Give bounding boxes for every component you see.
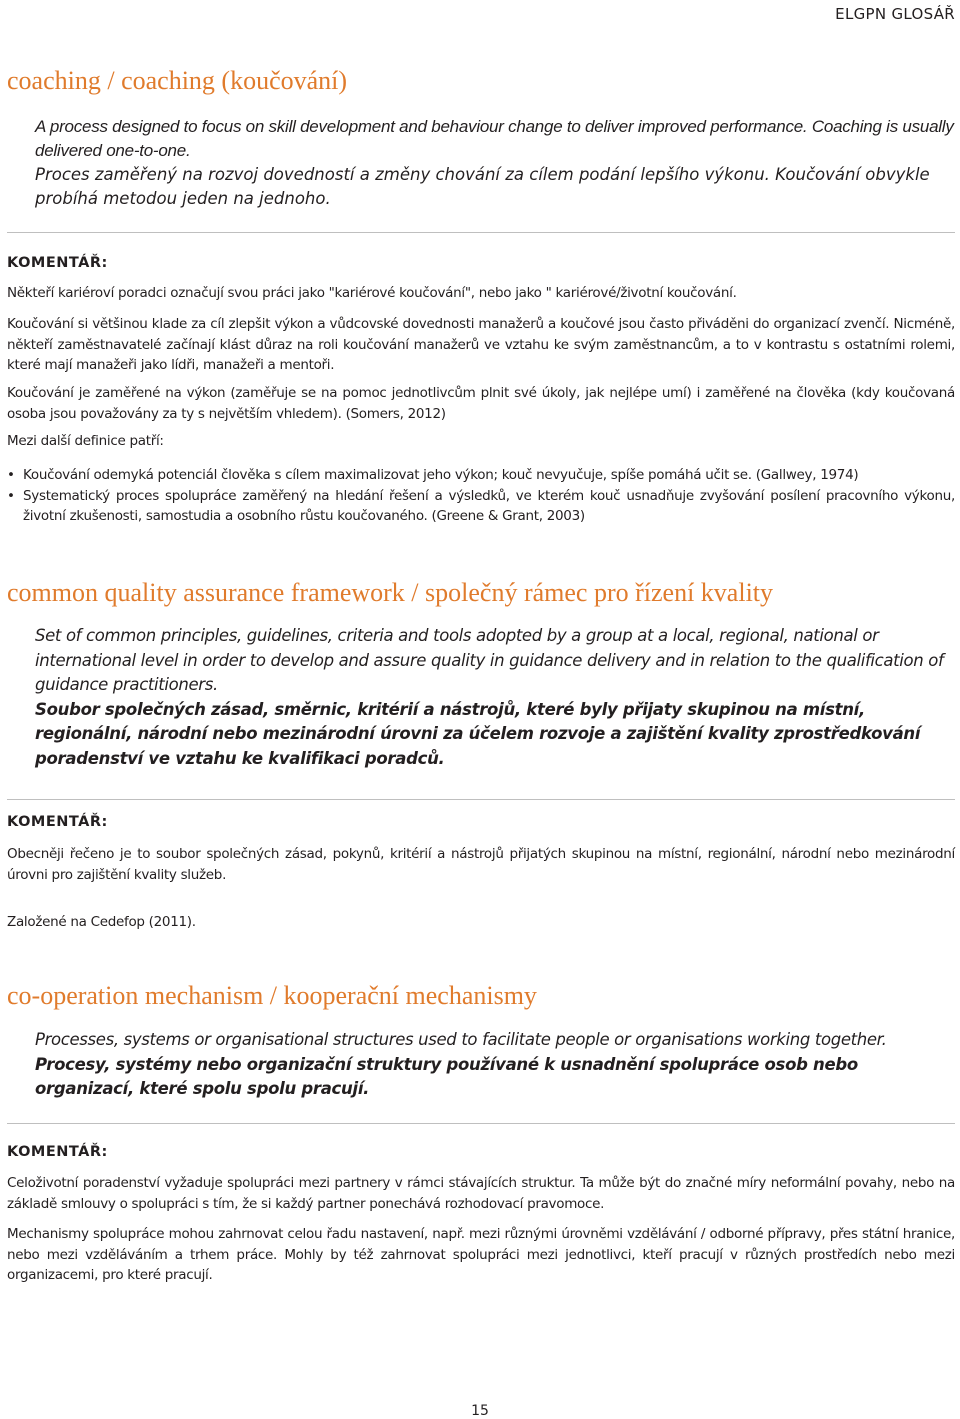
comment-paragraph: Koučování je zaměřené na výkon (zaměřuje se na pomoc jednotlivcům plnit své úkoly, jak nejlépe umí) i zaměřené na člověka (kdy koučovaná osoba jsou považovány za ty s největším vhledem). (Somers, 2012) — [7, 385, 955, 422]
comment-paragraph: Obecněji řečeno je to soubor společných zásad, pokynů, kritérií a nástrojů přijatých skupinou na místní, regionální, národní nebo mezinárodní úrovni pro zajištění kvality služeb. — [7, 846, 955, 883]
definition-en: Set of common principles, guidelines, criteria and tools adopted by a group at a local, regional, national or international level in order to develop and assure quality in guidance delivery and in relation to the qualification of guidance practitioners. — [35, 626, 944, 694]
definition-cooperation — [35, 1028, 954, 1102]
comment-paragraph: Mechanismy spolupráce mohou zahrnovat celou řadu nastavení, např. mezi různými úrovněmi vzdělávání / odborné přípravy, přes státní hranice, nebo mezi vzděláváním a trhem práce. Mohly by též zahrnovat spolupráci mezi jednotlivci, kteří pracují v různých prostředích nebo mezi organizacemi, pro které pracují. — [7, 1226, 955, 1283]
comment-paragraph: Mezi další definice patří: — [7, 433, 164, 449]
term-title-cooperation: co-operation mechanism / kooperační mechanismy — [7, 981, 537, 1010]
list-item-text: Koučování odemyká potenciál člověka s cílem maximalizovat jeho výkon; kouč nevyučuje, spíše pomáhá učit se. (Gallwey, 1974) — [23, 467, 859, 483]
definition-cqaf — [35, 624, 954, 771]
definition-cs: Proces zaměřený na rozvoj dovedností a změny chování za cílem podání lepšího výkonu. Koučování obvykle probíhá metodou jeden na jednoho. — [35, 165, 930, 208]
page-number: 15 — [471, 1403, 489, 1419]
comment-paragraph: Koučování si většinou klade za cíl zlepšit výkon a vůdcovské dovednosti manažerů a koučové jsou často přiváděni do organizací zvenčí. Nicméně, někteří zaměstnavatelé začínají klást důraz na roli koučování manažerů ve vztahu ke svým zaměstnancům, a to v kontrastu s ostatními rolemi, které mají manažeři jako lídři, manažeři a mentoři. — [7, 316, 955, 373]
bullet-icon: • — [7, 487, 15, 504]
list-item — [7, 465, 955, 486]
bullet-icon: • — [7, 467, 15, 483]
definitions-list — [7, 465, 955, 527]
comment-label: KOMENTÁŘ: — [7, 814, 108, 830]
comment-paragraph: Celoživotní poradenství vyžaduje spolupráci mezi partnery v rámci stávajících struktur. Ta může být do značné míry neformální povahy, nebo na základě smlouvy o spolupráci s tím, že si každý partner ponechává rozhodovací pravomoce. — [7, 1175, 955, 1212]
list-item — [7, 486, 955, 527]
definition-en: A process designed to focus on skill development and behaviour change to deliver improved performance. Coaching is usually delivered one-to-one. — [35, 117, 954, 160]
divider — [7, 799, 955, 800]
term-title-cqaf: common quality assurance framework / společný rámec pro řízení kvality — [7, 578, 774, 607]
definition-en: Processes, systems or organisational structures used to facilitate people or organisations working together. — [35, 1030, 887, 1049]
term-title-coaching: coaching / coaching (koučování) — [7, 66, 348, 95]
comment-label: KOMENTÁŘ: — [7, 1144, 108, 1160]
divider — [7, 1123, 955, 1124]
comment-paragraph: Někteří kariéroví poradci označují svou práci jako "kariérové koučování", nebo jako " kariérové/životní koučování. — [7, 285, 737, 301]
definition-cs: Soubor společných zásad, směrnic, kritérií a nástrojů, které byly přijaty skupinou na místní, regionální, národní nebo mezinárodní úrovni za účelem rozvoje a zajištění kvality zprostředkování poradenství ve vztahu ke kvalifikaci poradců. — [35, 699, 921, 768]
page-header: ELGPN GLOSÁŘ — [835, 5, 955, 23]
comment-label: KOMENTÁŘ: — [7, 255, 108, 271]
divider — [7, 232, 955, 233]
list-item-text: Systematický proces spolupráce zaměřený na hledání řešení a výsledků, ve kterém kouč usnadňuje zvyšování posílení pracovního výkonu, životní zkušenosti, samostudia a osobního růstu koučovaného. (Greene & Grant, 2003) — [23, 487, 955, 524]
definition-cs: Procesy, systémy nebo organizační struktury používané k usnadnění spolupráce osob nebo organizací, které spolu spolu pracují. — [35, 1054, 858, 1098]
definition-coaching — [35, 115, 954, 211]
comment-paragraph: Založené na Cedefop (2011). — [7, 914, 196, 930]
